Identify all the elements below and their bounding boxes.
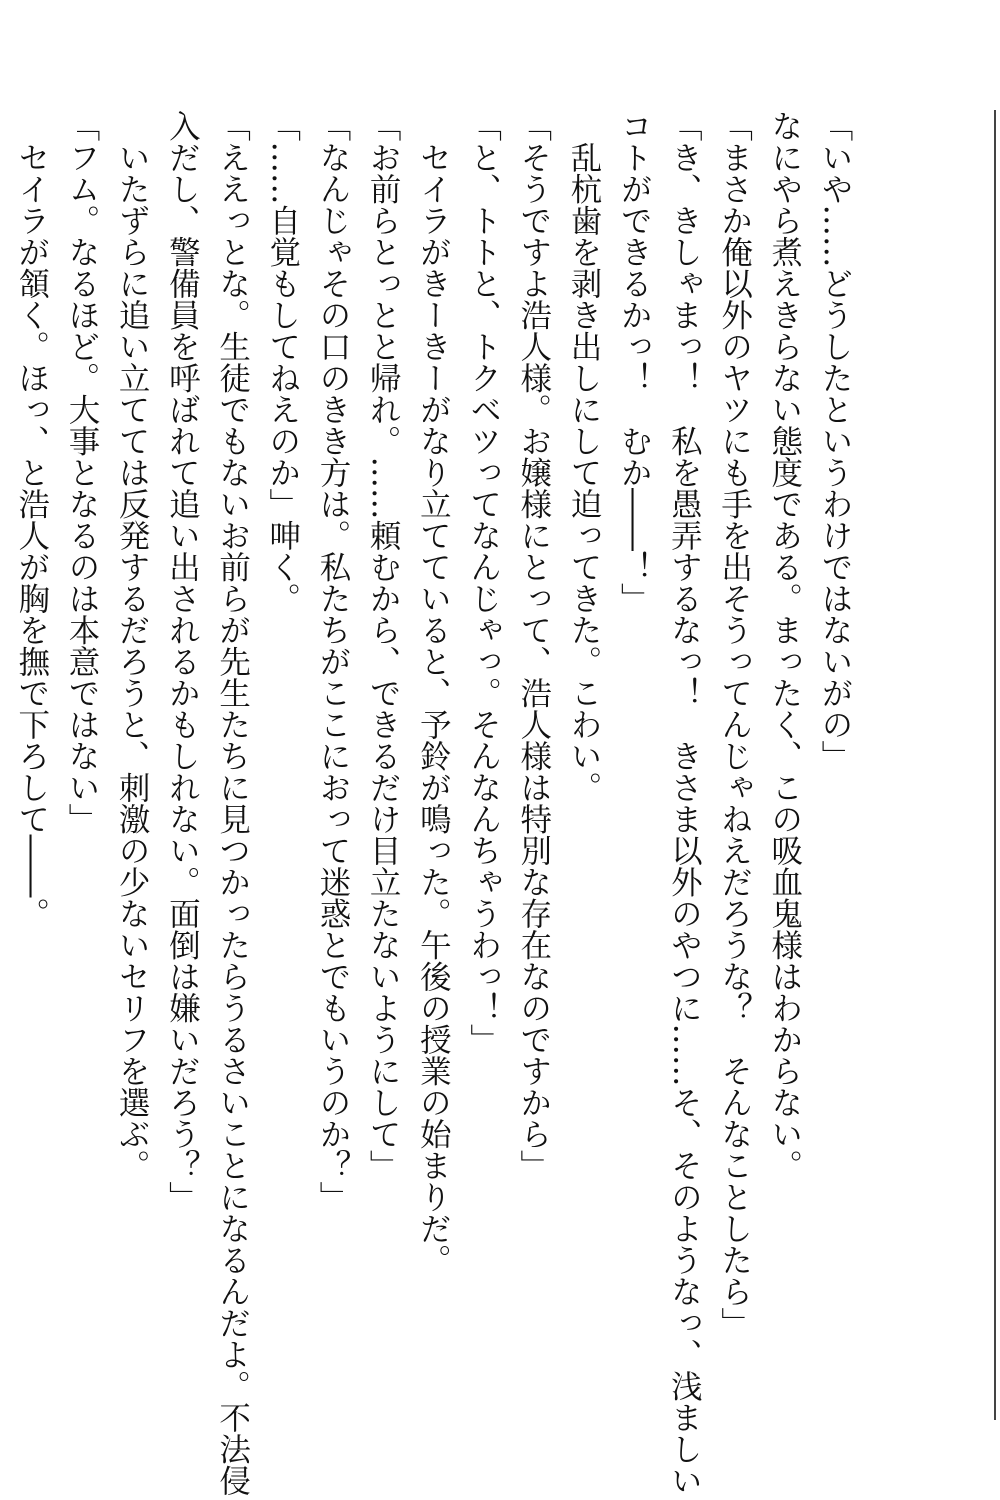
text-line: いたずらに追い立てては反発するだろうと、刺激の少ないセリフを選ぶ。 xyxy=(114,110,151,1181)
text-line: 入だし、警備員を呼ばれて追い出されるかもしれない。面倒は嫌いだろう？」 xyxy=(164,110,201,1213)
text-line: 乱杭歯を剥き出しにして迫ってきた。こわい。 xyxy=(565,110,602,803)
text-line xyxy=(0,110,7,1410)
text-line: 「そうですよ浩人様。お嬢様にとって、浩人様は特別な存在なのですから」 xyxy=(515,110,552,1181)
text-line: 「と、トトと、トクベツってなんじゃっ。そんなんちゃうわっ！」 xyxy=(465,110,502,1055)
text-line: 「ええっとな。生徒でもないお前らが先生たちに見つかったらうるさいことになるんだよ。不法侵 xyxy=(214,110,251,1496)
text-line: 「き、きしゃまっ！ 私を愚弄するなっ！ きさま以外のやつに……そ、そのようなっ、浅ましい xyxy=(666,110,703,1496)
text-line: 「フム。なるほど。大事となるのは本意ではない」 xyxy=(63,110,100,835)
text-line: 「まさか俺以外のヤツにも手を出そうってんじゃねえだろうな？ そんなことしたら」 xyxy=(716,110,753,1339)
text-line: セイラが頷く。ほっ、と浩人が胸を撫で下ろして――。 xyxy=(13,110,50,929)
text-line: 「なんじゃその口のきき方は。私たちがここにおって迷惑とでもいうのか？」 xyxy=(314,110,351,1213)
text-line: コトができるかっ！ むか――！」 xyxy=(616,110,653,614)
text-line: 「お前らとっとと帰れ。……頼むから、できるだけ目立たないようにして」 xyxy=(365,110,402,1181)
text-line: 「……自覚もしてねえのか」呻く。 xyxy=(264,110,301,614)
page-edge-rule xyxy=(994,110,996,1420)
text-line: なにやら煮えきらない態度である。まったく、この吸血鬼様はわからない。 xyxy=(766,110,803,1181)
text-line: 「いや……どうしたというわけではないがの」 xyxy=(817,110,853,772)
text-line: セイラがきーきーがなり立てていると、予鈴が鳴った。午後の授業の始まりだ。 xyxy=(415,110,452,1276)
vertical-text-body xyxy=(0,110,860,1496)
